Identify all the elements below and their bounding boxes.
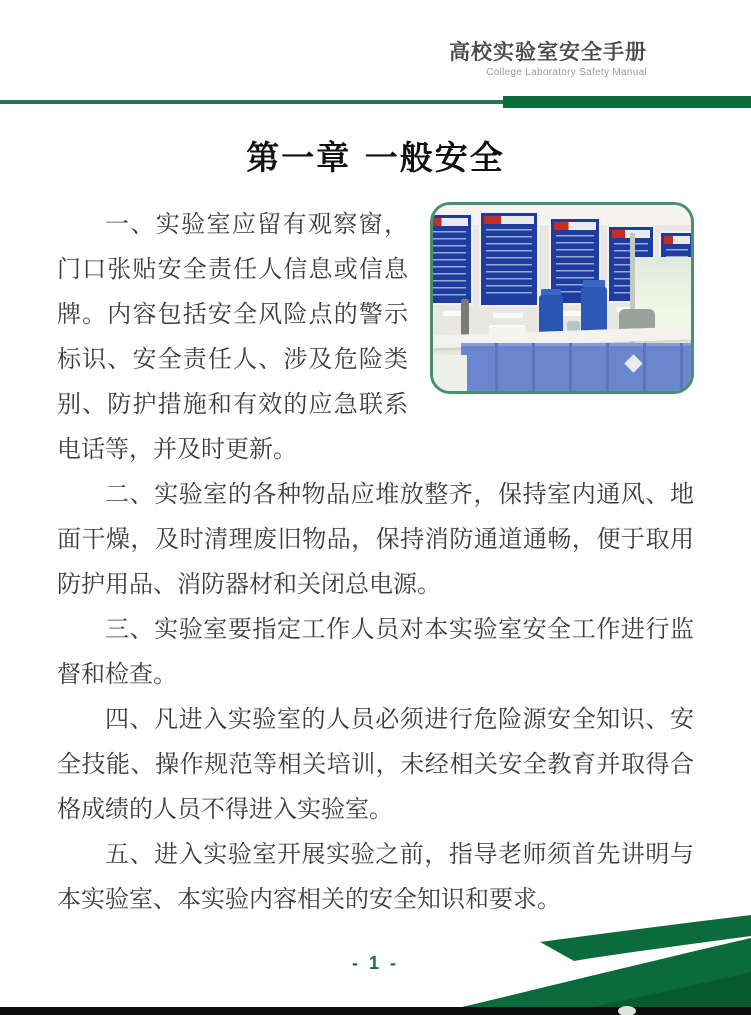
paragraph-1: 一、实验室应留有观察窗，门口张贴安全责任人信息或信息牌。内容包括安全风险点的警示标识、安全责任人、涉及危险类别、防护措施和有效的应急联系电话等，并及时更新。: [57, 211, 408, 463]
lab-cabinets: [461, 343, 691, 391]
footer-swoosh-decoration: [0, 908, 751, 1015]
lab-floor: [433, 355, 467, 391]
paragraph-4: 四、凡进入实验室的人员必须进行危险源安全知识、安全技能、操作规范等相关培训，未经相关安全教育并取得合格成绩的人员不得进入实验室。: [57, 706, 694, 823]
wall-poster: [430, 215, 471, 303]
lab-scale: [489, 327, 525, 339]
manual-title: 高校实验室安全手册: [449, 41, 647, 64]
chapter-title: 第一章 一般安全: [246, 138, 505, 177]
body-text: [57, 202, 694, 922]
page-number: - 1 -: [351, 953, 399, 973]
header-rule-thick: [503, 96, 751, 108]
paragraph-2: 二、实验室的各种物品应堆放整齐，保持室内通风、地面干燥，及时清理废旧物品，保持消防通道通畅，便于取用防护用品、消防器材和关闭总电源。: [57, 481, 694, 598]
manual-subtitle: College Laboratory Safety Manual: [486, 67, 647, 78]
poster-label: [493, 313, 523, 318]
wall-poster: [481, 213, 537, 305]
paragraph-3: 三、实验室要指定工作人员对本实验室安全工作进行监督和检查。: [57, 616, 694, 688]
lab-room-photo: [430, 202, 694, 394]
paragraph-5: 五、进入实验室开展实验之前，指导老师须首先讲明与本实验室、本实验内容相关的安全知识和要求。: [57, 841, 694, 913]
page-header: [0, 40, 647, 78]
bottom-black-bar: [0, 1007, 751, 1015]
